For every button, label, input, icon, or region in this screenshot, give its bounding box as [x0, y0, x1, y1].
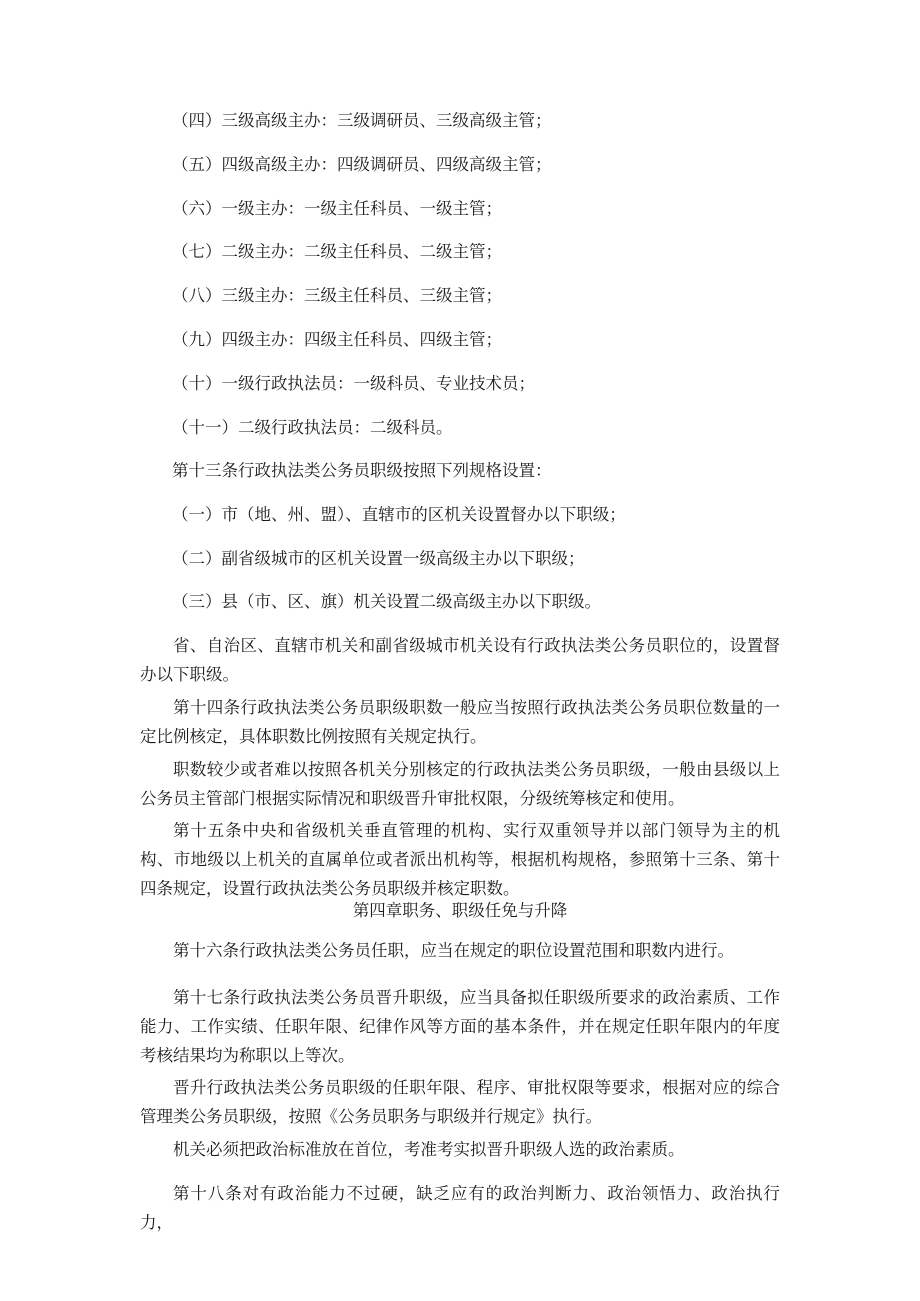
- article-13-item-3: （三）县（市、区、旗）机关设置二级高级主办以下职级。: [172, 592, 601, 611]
- rank-item-4: （四）三级高级主办：三级调研员、三级高级主管；: [172, 111, 552, 130]
- rank-item-9: （九）四级主办：四级主任科员、四级主管；: [172, 330, 502, 349]
- article-17-paragraph-1: 第十七条行政执法类公务员晋升职级，应当具备拟任职级所要求的政治素质、工作能力、工作实绩、任职年限、纪律作风等方面的基本条件，并在规定任职年限内的年度考核结果均为称职以上等次。: [140, 988, 780, 1065]
- rank-item-5: （五）四级高级主办：四级调研员、四级高级主管；: [172, 155, 552, 174]
- rank-item-11: （十一）二级行政执法员：二级科员。: [172, 418, 453, 437]
- article-18-paragraph-1: 第十八条对有政治能力不过硬，缺乏应有的政治判断力、政治领悟力、政治执行力，: [140, 1184, 780, 1232]
- rank-item-10: （十）一级行政执法员：一级科员、专业技术员；: [172, 374, 535, 393]
- chapter-4-title: 第四章职务、职级任免与升降: [352, 901, 568, 920]
- article-17-paragraph-3: 机关必须把政治标准放在首位，考准考实拟晋升职级人选的政治素质。: [173, 1140, 685, 1159]
- article-15: 第十五条中央和省级机关垂直管理的机构、实行双重领导并以部门领导为主的机构、市地级以上机关的直属单位或者派出机构等，根据机构规格，参照第十三条、第十四条规定，设置行政执法类公务员职级并核定职数。: [140, 821, 780, 898]
- article-13-item-1: （一）市（地、州、盟）、直辖市的区机关设置督办以下职级；: [172, 505, 626, 524]
- rank-item-7: （七）二级主办：二级主任科员、二级主管；: [172, 242, 502, 261]
- article-13-item-2: （二）副省级城市的区机关设置一级高级主办以下职级；: [172, 549, 585, 568]
- article-14-paragraph-2: 职数较少或者难以按照各机关分别核定的行政执法类公务员职级，一般由县级以上公务员主管部门根据实际情况和职级晋升审批权限，分级统筹核定和使用。: [140, 760, 780, 808]
- article-13-note: 省、自治区、直辖市机关和副省级城市机关设有行政执法类公务员职位的，设置督办以下职级。: [140, 636, 780, 684]
- rank-item-6: （六）一级主办：一级主任科员、一级主管；: [172, 199, 502, 218]
- article-14-paragraph-1: 第十四条行政执法类公务员职级职数一般应当按照行政执法类公务员职位数量的一定比例核定，具体职数比例按照有关规定执行。: [140, 698, 780, 746]
- article-16: 第十六条行政执法类公务员任职，应当在规定的职位设置范围和职数内进行。: [173, 941, 734, 960]
- article-17-paragraph-2: 晋升行政执法类公务员职级的任职年限、程序、审批权限等要求，根据对应的综合管理类公务员职级，按照《公务员职务与职级并行规定》执行。: [140, 1078, 780, 1126]
- article-13-intro: 第十三条行政执法类公务员职级按照下列规格设置：: [172, 461, 552, 480]
- rank-item-8: （八）三级主办：三级主任科员、三级主管；: [172, 286, 502, 305]
